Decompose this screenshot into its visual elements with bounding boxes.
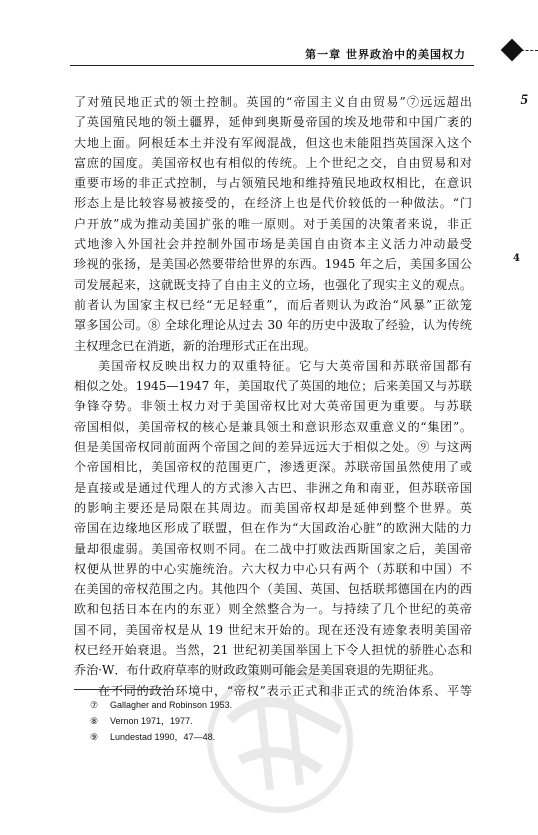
- text-line: 重要市场的非正式控制，与占领殖民地和维持殖民地政权相比，在意识: [74, 176, 472, 191]
- header-rule: [70, 65, 474, 66]
- text-line: 帝国相似，美国帝权的核心是兼具领土和意识形态双重意义的“集团”。: [74, 419, 472, 434]
- footnote: [90, 713, 232, 729]
- page-number: 5: [520, 92, 528, 108]
- text-line: 国不同，美国帝权是从 19 世纪末开始的。现在还没有迹象表明美国帝: [74, 622, 472, 637]
- text-line: 量却很虚弱。美国帝权则不同。在二战中打败法西斯国家之后，美国帝: [74, 541, 472, 556]
- text-line: 罩多国公司。⑧ 全球化理论从过去 30 年的历史中汲取了经验，认为传统: [74, 318, 472, 333]
- running-header: [0, 38, 538, 68]
- footnote-text: Gallagher and Robinson 1953.: [110, 700, 233, 710]
- text-line: 珍视的张扬，是美国必然要带给世界的东西。1945 年之后，美国多国公: [74, 257, 472, 272]
- text-line: 的影响主要还是局限在其周边。而美国帝权却是延伸到整个世界。英: [74, 500, 472, 515]
- footnote-mark: ⑧: [90, 716, 99, 726]
- text-line: 主权理念已在消逝，新的治理形式正在出现。: [74, 338, 316, 353]
- text-line: 在美国的帝权范围之内。其他四个（美国、英国、包括联邦德国在内的西: [74, 582, 472, 597]
- text-line: 是直接或是通过代理人的方式渗入古巴、非洲之角和南亚，但苏联帝国: [74, 480, 472, 495]
- footnote-mark: ⑦: [90, 700, 99, 710]
- footnotes: [90, 697, 232, 745]
- text-line: 了对殖民地正式的领土控制。英国的“帝国主义自由贸易”⑦远远超出: [74, 95, 472, 109]
- footnote-text: Vernon 1971，1977.: [110, 716, 193, 726]
- diamond-ornament-icon: [501, 39, 524, 62]
- chapter-title: 第一章 世界政治中的美国权力: [305, 48, 466, 61]
- text-line: 富庶的国度。美国帝权也有相似的传统。上个世纪之交，自由贸易和对: [74, 155, 472, 170]
- text-line: 大地上面。阿根廷本土并没有军阀混战，但这也未能阻挡英国深入这个: [74, 135, 472, 150]
- margin-page-marker: 4: [513, 253, 520, 264]
- text-line: 权已经开始衰退。当然，21 世纪初美国举国上下令人担忧的骄胜心态和: [74, 643, 472, 658]
- text-line: 乔治·W．布什政府草率的财政政策则可能会是美国衰退的先期征兆。: [74, 663, 441, 678]
- text-line: 争锋夺势。非领土权力对于美国帝权比对大英帝国更为重要。与苏联: [74, 399, 472, 414]
- text-line: 司发展起来，这就既支持了自由主义的立场，也强化了现实主义的观点。: [74, 277, 472, 292]
- text-line: 欧和包括日本在内的东亚）则全然整合为一。与持续了几个世纪的英帝: [74, 602, 472, 617]
- text-line: 帝国在边缘地区形成了联盟，但在作为“大国政治心脏”的欧洲大陆的力: [74, 521, 472, 536]
- text-line: 个帝国相比，美国帝权的范围更广，渗透更深。苏联帝国虽然使用了或: [74, 460, 472, 475]
- footnote-rule: [74, 689, 174, 690]
- footnote-mark: ⑨: [90, 732, 99, 742]
- text-line: 前者认为国家主权已经“无足轻重”，而后者则认为政治“风暴”正欲笼: [74, 297, 472, 312]
- text-line: 形态上是比较容易被接受的，在经济上也是代价较低的一种做法。“门: [74, 196, 472, 211]
- body-text: [74, 92, 472, 701]
- text-line: 权便从世界的中心实施统治。六大权力中心只有两个（苏联和中国）不: [74, 561, 472, 576]
- text-line: 在不同的政治环境中，“帝权”表示正式和非正式的统治体系、平等: [98, 683, 472, 698]
- text-line: 户开放”成为推动美国扩张的唯一原则。对于美国的决策者来说，非正: [74, 216, 472, 231]
- text-line: 美国帝权反映出权力的双重特征。它与大英帝国和苏联帝国都有: [98, 358, 472, 373]
- text-line: 了英国殖民地的领土疆界，延伸到奥斯曼帝国的埃及地带和中国广袤的: [74, 115, 472, 130]
- footnote: [90, 729, 232, 745]
- text-line: 但是美国帝权同前面两个帝国之间的差异远远大于相似之处。⑨ 与这两: [74, 440, 472, 455]
- footnote-text: Lundestad 1990，47—48.: [110, 732, 216, 742]
- text-line: 相似之处。1945—1947 年，美国取代了英国的地位；后来美国又与苏联: [74, 379, 472, 394]
- footnote: [90, 697, 232, 713]
- text-line: 式地渗入外国社会并控制外国市场是美国自由资本主义活力冲动最受: [74, 237, 472, 252]
